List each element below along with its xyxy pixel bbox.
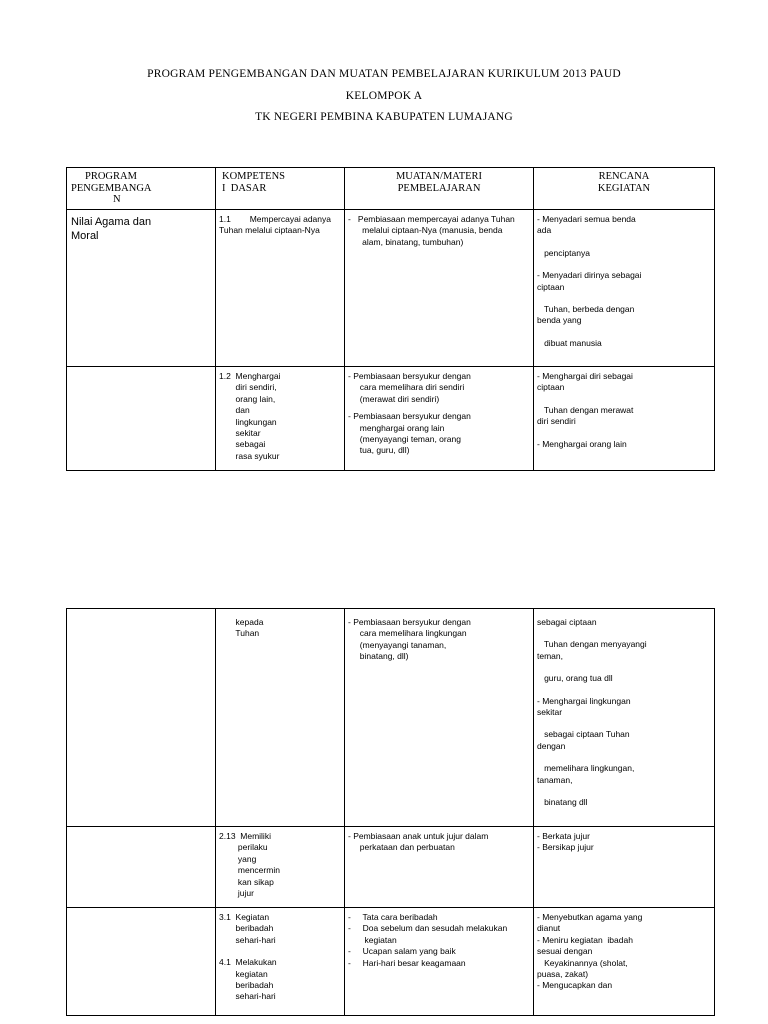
table-row <box>67 827 715 908</box>
header-row <box>67 168 715 210</box>
rencana-cell: - Menyebutkan agama yang dianut - Meniru kegiatan ibadah sesuai dengan Keyakinannya (sholat, puasa, zakat) - Mengucapkan dan <box>534 908 715 1016</box>
table-row <box>67 210 715 367</box>
header-muatan: MUATAN/MATERI PEMBELAJARAN <box>345 168 534 210</box>
muatan-cell: - Pembiasaan mempercayai adanya Tuhan melalui ciptaan-Nya (manusia, benda alam, binatang, tumbuhan) <box>345 210 534 367</box>
doc-subtitle-group: KELOMPOK A <box>345 90 423 102</box>
rencana-cell: - Berkata jujur - Bersikap jujur <box>534 827 715 908</box>
header-program: PROGRAM PENGEMBANGA N <box>67 168 216 210</box>
muatan-cell: - Tata cara beribadah - Doa sebelum dan sesudah melakukan kegiatan - Ucapan salam yang baik - Hari-hari besar keagamaan <box>345 908 534 1016</box>
rencana-cell: sebagai ciptaan Tuhan dengan menyayangi teman, guru, orang tua dll - Menghargai lingkungan sekitar sebagai ciptaan Tuhan dengan memelihara lingkungan, tanaman, binatang dll <box>534 609 715 827</box>
rencana-cell: - Menghargai diri sebagai ciptaan Tuhan dengan merawat diri sendiri - Menghargai orang lain <box>534 367 715 471</box>
curriculum-table-2 <box>66 608 715 1016</box>
doc-subtitle-school: TK NEGERI PEMBINA KABUPATEN LUMAJANG <box>255 111 513 123</box>
kd-cell: 2.13 Memiliki perilaku yang mencermin kan sikap jujur <box>216 827 345 908</box>
doc-title: PROGRAM PENGEMBANGAN DAN MUATAN PEMBELAJARAN KURIKULUM 2013 PAUD <box>147 68 621 80</box>
kd-cell: 3.1 Kegiatan beribadah sehari-hari 4.1 Melakukan kegiatan beribadah sehari-hari <box>216 908 345 1016</box>
program-cell-empty <box>67 827 216 908</box>
muatan-cell: - Pembiasaan bersyukur dengan cara memelihara lingkungan (menyayangi tanaman, binatang, dll) <box>345 609 534 827</box>
kd-cell: kepada Tuhan <box>216 609 345 827</box>
program-cell-empty <box>67 367 216 471</box>
kd-cell: 1.1 Mempercayai adanya Tuhan melalui ciptaan-Nya <box>216 210 345 367</box>
table-row <box>67 908 715 1016</box>
program-cell: Nilai Agama dan Moral <box>67 210 216 367</box>
kd-cell: 1.2 Menghargai diri sendiri, orang lain, dan lingkungan sekitar sebagai rasa syukur <box>216 367 345 471</box>
program-cell-empty <box>67 609 216 827</box>
muatan-cell: - Pembiasaan anak untuk jujur dalam perkataan dan perbuatan <box>345 827 534 908</box>
curriculum-table-1 <box>66 167 715 471</box>
muatan-cell: - Pembiasaan bersyukur dengan cara memelihara diri sendiri (merawat diri sendiri) - Pembiasaan bersyukur dengan menghargai orang lain (menyayangi teman, orang tua, guru, dll) <box>345 367 534 471</box>
header-kompetensi: KOMPETENS I DASAR <box>216 168 345 210</box>
table-row <box>67 367 715 471</box>
header-rencana: RENCANA KEGIATAN <box>534 168 715 210</box>
table-row <box>67 609 715 827</box>
rencana-cell: - Menyadari semua benda ada penciptanya - Menyadari dirinya sebagai ciptaan Tuhan, berbeda dengan benda yang dibuat manusia <box>534 210 715 367</box>
program-cell-empty <box>67 908 216 1016</box>
